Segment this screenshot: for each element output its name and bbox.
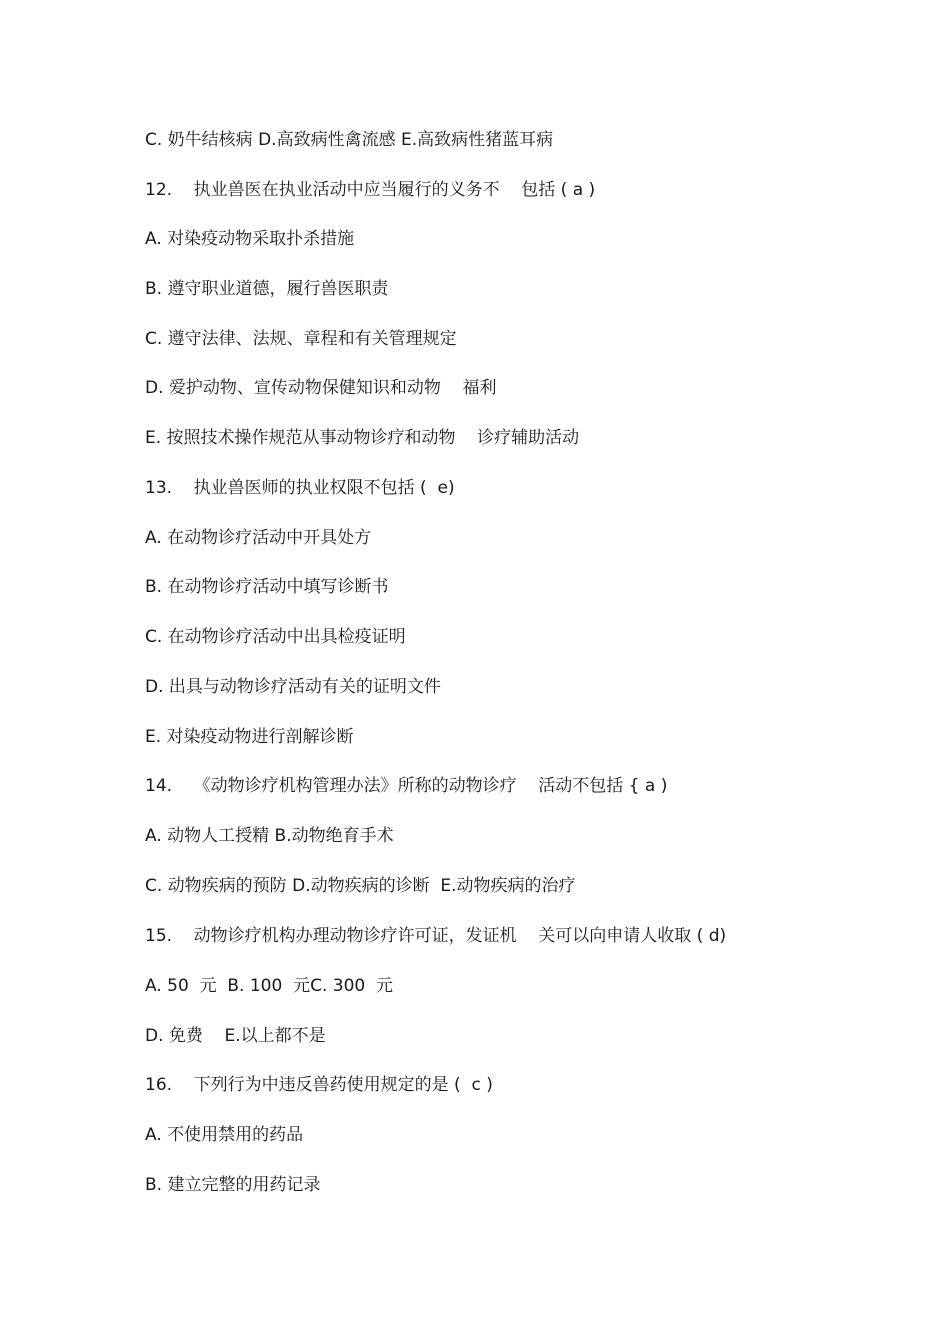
option-line: A. 动物人工授精 B.动物绝育手术 bbox=[145, 826, 394, 846]
option-line: C. 在动物诊疗活动中出具检疫证明 bbox=[145, 627, 406, 647]
option-line: E. 对染疫动物进行剖解诊断 bbox=[145, 727, 354, 747]
option-line: B. 在动物诊疗活动中填写诊断书 bbox=[145, 577, 389, 597]
option-line: A. 50 元 B. 100 元C. 300 元 bbox=[145, 976, 394, 996]
text-line: C. 奶牛结核病 D.高致病性禽流感 E.高致病性猪蓝耳病 bbox=[145, 130, 554, 150]
option-line: B. 建立完整的用药记录 bbox=[145, 1175, 321, 1195]
question-14: 14. 《动物诊疗机构管理办法》所称的动物诊疗 活动不包括 { a ) bbox=[145, 776, 668, 796]
option-line: A. 对染疫动物采取扑杀措施 bbox=[145, 229, 355, 249]
option-line: B. 遵守职业道德，履行兽医职责 bbox=[145, 279, 389, 299]
option-line: D. 免费 E.以上都不是 bbox=[145, 1026, 326, 1046]
question-15: 15. 动物诊疗机构办理动物诊疗许可证，发证机 关可以向申请人收取 ( d) bbox=[145, 926, 727, 946]
option-line: D. 爱护动物、宣传动物保健知识和动物 福利 bbox=[145, 378, 497, 398]
question-16: 16. 下列行为中违反兽药使用规定的是 ( c ) bbox=[145, 1075, 493, 1095]
question-13: 13. 执业兽医师的执业权限不包括 ( e) bbox=[145, 478, 455, 498]
option-line: E. 按照技术操作规范从事动物诊疗和动物 诊疗辅助活动 bbox=[145, 428, 580, 448]
option-line: A. 在动物诊疗活动中开具处方 bbox=[145, 528, 372, 548]
option-line: C. 动物疾病的预防 D.动物疾病的诊断 E.动物疾病的治疗 bbox=[145, 876, 576, 896]
option-line: D. 出具与动物诊疗活动有关的证明文件 bbox=[145, 677, 441, 697]
option-line: A. 不使用禁用的药品 bbox=[145, 1125, 304, 1145]
option-line: C. 遵守法律、法规、章程和有关管理规定 bbox=[145, 329, 457, 349]
question-12: 12. 执业兽医在执业活动中应当履行的义务不 包括 ( a ) bbox=[145, 180, 596, 200]
